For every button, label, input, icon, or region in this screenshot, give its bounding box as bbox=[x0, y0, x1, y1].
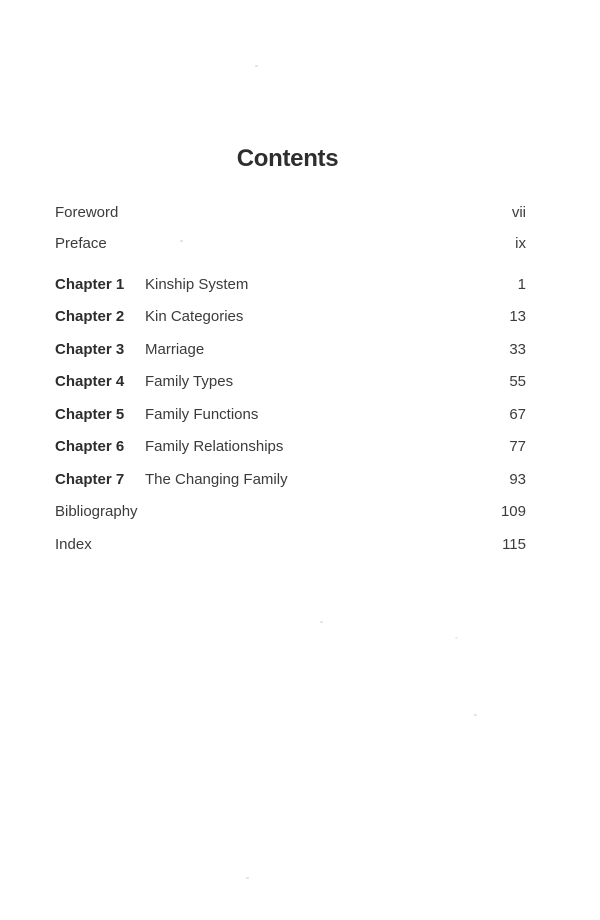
page-title: Contents bbox=[236, 145, 339, 173]
scan-dust-speck bbox=[474, 714, 477, 716]
entry-title: The Changing Family bbox=[145, 471, 288, 488]
page-number: 55 bbox=[509, 373, 526, 390]
scan-dust-speck bbox=[455, 637, 458, 639]
page-number: ix bbox=[515, 235, 526, 252]
page-number: 109 bbox=[500, 503, 526, 520]
chapter-label: Chapter 1 bbox=[55, 276, 125, 293]
chapter-label: Chapter 7 bbox=[55, 471, 125, 488]
toc-row-chapter-1 bbox=[55, 274, 526, 296]
page-number: 67 bbox=[509, 406, 526, 423]
chapter-label: Chapter 6 bbox=[55, 438, 125, 455]
toc-row-foreword bbox=[55, 202, 526, 224]
page-number: 93 bbox=[509, 471, 526, 488]
toc-row-preface bbox=[55, 233, 526, 255]
scan-dust-speck bbox=[246, 877, 249, 879]
entry-title: Marriage bbox=[145, 341, 205, 358]
chapter-label: Chapter 5 bbox=[55, 406, 125, 423]
scan-dust-speck bbox=[180, 240, 183, 242]
toc-row-chapter-6 bbox=[55, 436, 526, 458]
entry-title: Index bbox=[55, 536, 92, 553]
toc-row-chapter-3 bbox=[55, 339, 526, 361]
page-number: 77 bbox=[509, 438, 526, 455]
entry-title: Kin Categories bbox=[145, 308, 244, 325]
toc-row-chapter-5 bbox=[55, 404, 526, 426]
chapter-label: Chapter 4 bbox=[55, 373, 125, 390]
page-number: 33 bbox=[509, 341, 526, 358]
scan-dust-speck bbox=[320, 621, 323, 623]
toc-row-chapter-7 bbox=[55, 469, 526, 491]
page-number: 13 bbox=[509, 308, 526, 325]
page-number: 115 bbox=[502, 536, 526, 553]
entry-title: Family Relationships bbox=[145, 438, 284, 455]
entry-title: Kinship System bbox=[145, 276, 249, 293]
entry-title: Family Functions bbox=[145, 406, 259, 423]
toc-row-chapter-4 bbox=[55, 371, 526, 393]
entry-title: Preface bbox=[55, 235, 107, 252]
toc-row-chapter-2 bbox=[55, 306, 526, 328]
entry-title: Foreword bbox=[55, 204, 119, 221]
page-number: vii bbox=[511, 204, 526, 221]
entry-title: Bibliography bbox=[55, 503, 138, 520]
entry-title: Family Types bbox=[145, 373, 234, 390]
scan-dust-speck bbox=[255, 65, 258, 67]
chapter-label: Chapter 3 bbox=[55, 341, 125, 358]
toc-row-bibliography bbox=[55, 501, 526, 523]
toc-row-index bbox=[55, 534, 526, 556]
chapter-label: Chapter 2 bbox=[55, 308, 125, 325]
page-number: 1 bbox=[517, 276, 526, 293]
